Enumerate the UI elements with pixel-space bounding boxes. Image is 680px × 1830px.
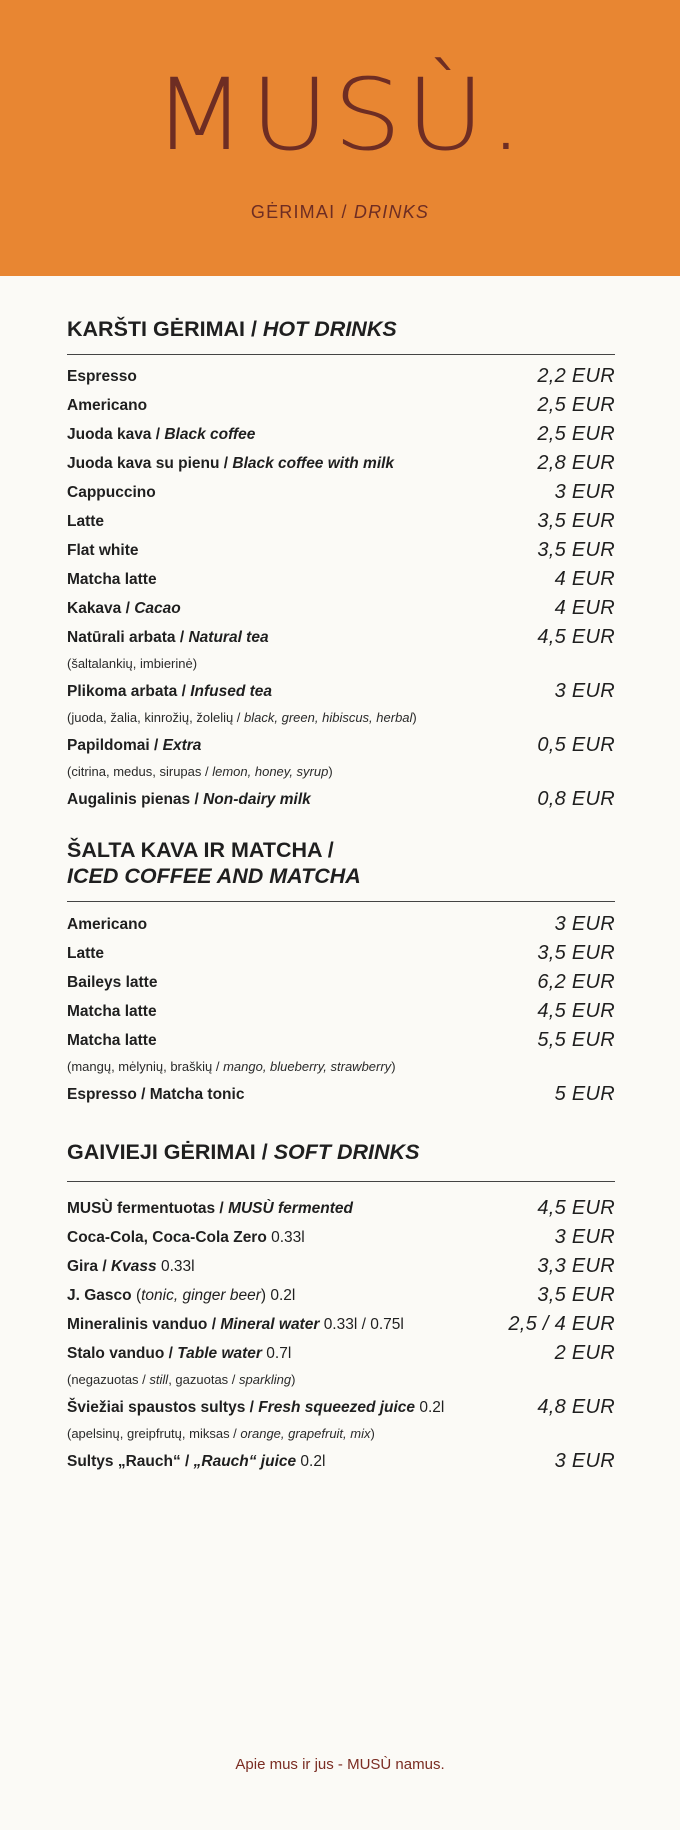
item-price: 3,5 EUR — [537, 942, 615, 964]
item-price: 3 EUR — [554, 1450, 615, 1472]
section-title-en: ICED COFFEE AND MATCHA — [67, 864, 361, 888]
item-name: Matcha latte — [67, 1032, 157, 1049]
item-name: Cappuccino — [67, 484, 156, 501]
item-name: Stalo vanduo / Table water 0.7l — [67, 1345, 292, 1362]
section-title-lt: ŠALTA KAVA IR MATCHA / — [67, 838, 334, 862]
item-name: Espresso / Matcha tonic — [67, 1086, 245, 1103]
section-title-hot-drinks — [67, 316, 615, 342]
item-price: 0,8 EUR — [537, 788, 615, 810]
item-note: (negazuotas / still, gazuotas / sparkling) — [67, 1372, 296, 1387]
item-price: 3 EUR — [554, 913, 615, 935]
menu-item — [67, 1083, 615, 1107]
brand-logo: MUSÙ. — [152, 58, 528, 174]
section-title-en: SOFT DRINKS — [273, 1140, 420, 1164]
menu-item — [67, 788, 615, 812]
menu-item — [67, 1226, 615, 1250]
item-note: (šaltalankių, imbierinė) — [67, 656, 198, 671]
item-name: Juoda kava su pienu / Black coffee with milk — [67, 455, 395, 472]
section-title-iced — [67, 837, 615, 889]
menu-item — [67, 452, 615, 476]
menu-item — [67, 971, 615, 995]
item-name: Augalinis pienas / Non-dairy milk — [67, 791, 311, 808]
item-name: Matcha latte — [67, 1003, 157, 1020]
item-name: Plikoma arbata / Infused tea — [67, 683, 273, 700]
item-name: MUSÙ fermentuotas / MUSÙ fermented — [67, 1200, 353, 1217]
item-price: 2,5 EUR — [537, 394, 615, 416]
item-price: 3 EUR — [554, 481, 615, 503]
menu-item — [67, 1029, 615, 1053]
menu-item — [67, 913, 615, 937]
item-price: 4,5 EUR — [537, 626, 615, 648]
menu-item — [67, 539, 615, 563]
header-banner — [0, 0, 680, 276]
item-price: 0,5 EUR — [537, 734, 615, 756]
section-divider — [67, 901, 615, 902]
item-price: 2,5 EUR — [537, 423, 615, 445]
menu-subtitle — [0, 202, 680, 223]
menu-item — [67, 568, 615, 592]
menu-item — [67, 1000, 615, 1024]
section-title-lt: GAIVIEJI GĖRIMAI / — [67, 1140, 268, 1164]
item-note: (juoda, žalia, kinrožių, žolelių / black, green, hibiscus, herbal) — [67, 710, 417, 725]
subtitle-lt: GĖRIMAI / — [250, 202, 348, 222]
item-note: (apelsinų, greipfrutų, miksas / orange, grapefruit, mix) — [67, 1426, 375, 1441]
item-name: Papildomai / Extra — [67, 737, 202, 754]
item-name: Coca-Cola, Coca-Cola Zero 0.33l — [67, 1229, 305, 1246]
item-name: Kakava / Cacao — [67, 600, 181, 617]
menu-item — [67, 1255, 615, 1279]
menu-item — [67, 734, 615, 758]
menu-item — [67, 942, 615, 966]
item-price: 3,3 EUR — [537, 1255, 615, 1277]
item-price: 2,2 EUR — [537, 365, 615, 387]
item-price: 4,8 EUR — [537, 1396, 615, 1418]
item-name: Baileys latte — [67, 974, 158, 991]
section-divider — [67, 1181, 615, 1182]
item-price: 3 EUR — [554, 680, 615, 702]
item-name: Americano — [67, 397, 148, 414]
menu-item — [67, 1450, 615, 1474]
menu-item — [67, 680, 615, 704]
section-divider — [67, 354, 615, 355]
item-price: 2 EUR — [554, 1342, 615, 1364]
item-price: 4 EUR — [554, 597, 615, 619]
footer-tagline: Apie mus ir jus - MUSÙ namus. — [235, 1756, 445, 1773]
item-name: Latte — [67, 513, 105, 530]
menu-item — [67, 1197, 615, 1221]
item-price: 4,5 EUR — [537, 1000, 615, 1022]
menu-item — [67, 481, 615, 505]
menu-item — [67, 626, 615, 650]
item-price: 3 EUR — [554, 1226, 615, 1248]
item-name: Natūrali arbata / Natural tea — [67, 629, 269, 646]
item-price: 4 EUR — [554, 568, 615, 590]
item-name: J. Gasco (tonic, ginger beer) 0.2l — [67, 1287, 296, 1304]
menu-item — [67, 1342, 615, 1366]
item-price: 3,5 EUR — [537, 510, 615, 532]
menu-item — [67, 423, 615, 447]
item-price: 5 EUR — [554, 1083, 615, 1105]
menu-item — [67, 597, 615, 621]
item-price: 3,5 EUR — [537, 1284, 615, 1306]
item-name: Espresso — [67, 368, 137, 385]
menu-item — [67, 365, 615, 389]
item-price: 4,5 EUR — [537, 1197, 615, 1219]
item-name: Latte — [67, 945, 105, 962]
subtitle-en: DRINKS — [353, 202, 430, 222]
item-name: Mineralinis vanduo / Mineral water 0.33l / 0.75l — [67, 1316, 404, 1333]
menu-item — [67, 394, 615, 418]
item-price: 6,2 EUR — [537, 971, 615, 993]
section-title-en: HOT DRINKS — [262, 317, 397, 341]
item-name: Juoda kava / Black coffee — [67, 426, 256, 443]
menu-item — [67, 1284, 615, 1308]
section-title-lt: KARŠTI GĖRIMAI / — [67, 317, 257, 341]
item-price: 5,5 EUR — [537, 1029, 615, 1051]
menu-item — [67, 510, 615, 534]
item-name: Sultys „Rauch“ / „Rauch“ juice 0.2l — [67, 1453, 326, 1470]
item-name: Americano — [67, 916, 148, 933]
menu-item — [67, 1313, 615, 1337]
item-price: 3,5 EUR — [537, 539, 615, 561]
item-price: 2,8 EUR — [537, 452, 615, 474]
item-name: Matcha latte — [67, 571, 157, 588]
section-title-soft-drinks — [67, 1139, 615, 1165]
item-name: Šviežiai spaustos sultys / Fresh squeezed juice 0.2l — [67, 1399, 445, 1416]
item-note: (citrina, medus, sirupas / lemon, honey, syrup) — [67, 764, 333, 779]
menu-item — [67, 1396, 615, 1420]
item-name: Flat white — [67, 542, 139, 559]
item-note: (mangų, mėlynių, braškių / mango, blueberry, strawberry) — [67, 1059, 396, 1074]
item-name: Gira / Kvass 0.33l — [67, 1258, 195, 1275]
item-price: 2,5 / 4 EUR — [508, 1313, 615, 1335]
